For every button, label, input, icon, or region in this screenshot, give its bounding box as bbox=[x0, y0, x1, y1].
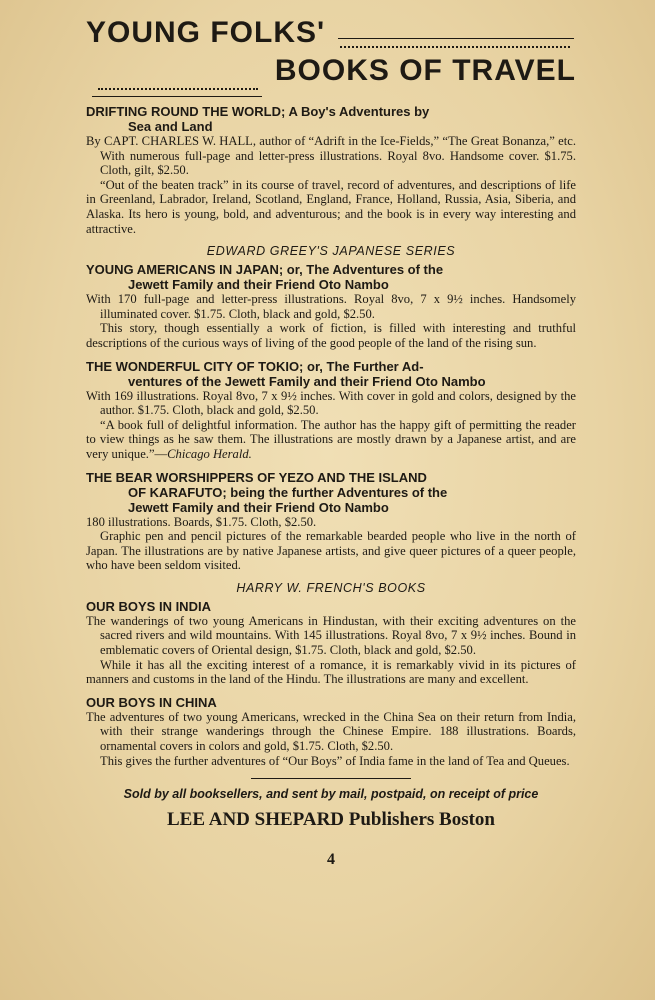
book-title-line: Sea and Land bbox=[128, 119, 213, 134]
masthead-rule bbox=[92, 96, 262, 97]
book-description: This gives the further adventures of “Our Boys” of India fame in the land of Tea and Queues. bbox=[100, 753, 570, 768]
series-heading: HARRY W. FRENCH'S BOOKS bbox=[236, 580, 426, 595]
book-title bbox=[86, 470, 576, 515]
book-description bbox=[86, 418, 576, 462]
book-details: The adventures of two young Americans, wrecked in the China Sea on their return from India, with their strange wanderings through the Chinese Empire. 188 illustrations. Boards, ornamental covers in colors and gold, $1.75. Cloth, $2.50. bbox=[86, 709, 576, 754]
masthead-line2: BOOKS OF TRAVEL bbox=[274, 54, 576, 87]
catalog-content bbox=[86, 104, 576, 869]
book-title-line: Jewett Family and their Friend Oto Nambo bbox=[128, 277, 389, 293]
book-byline: By CAPT. CHARLES W. HALL, author of “Adrift in the Ice-Fields,” “The Great Bonanza,” etc. With numerous full-page and letter-press illustrations. Royal 8vo. Handsome cover. $1.75. Cloth, gilt, $2.50. bbox=[86, 134, 576, 178]
publisher-imprint: LEE AND SHEPARD Publishers Boston bbox=[167, 809, 495, 831]
book-description: “Out of the beaten track” in its course of travel, record of adventures, and descriptions of life in Greenland, Labrador, Ireland, Scotland, England, France, Holland, Russia, Asia, Siberia, and Alaska. Its hero is young, bold, and adventurous; and the book is in every way interesting and attractive. bbox=[86, 177, 576, 236]
masthead bbox=[86, 16, 576, 88]
book-title-line: ventures of the Jewett Family and their Friend Oto Nambo bbox=[128, 373, 486, 389]
book-details: The wanderings of two young Americans in Hindustan, with their exciting adventures on the sacred rivers and wild mountains. With 145 illustrations. Royal 8vo, 7 x 9½ inches. Bound in emblematic covers of Oriental design, $1.75. Cloth, black and gold, $2.50. bbox=[86, 613, 576, 658]
book-title-line: OF KARAFUTO; being the further Adventures of the bbox=[128, 484, 448, 500]
masthead-line1: YOUNG FOLKS' bbox=[86, 16, 326, 49]
masthead-dot-leader bbox=[340, 46, 570, 48]
masthead-rule bbox=[338, 38, 574, 39]
masthead-dot-leader bbox=[98, 88, 258, 90]
book-title bbox=[86, 599, 576, 614]
book-description: While it has all the exciting interest of a romance, it is remarkably vivid in its pictures of manners and customs in the land of the Hindu. The illustrations are many and excellent. bbox=[86, 657, 576, 687]
series-heading: EDWARD GREEY'S JAPANESE SERIES bbox=[206, 244, 456, 259]
book-title-line: OUR BOYS IN CHINA bbox=[86, 694, 217, 710]
page-number: 4 bbox=[327, 851, 335, 869]
book-title-line: DRIFTING ROUND THE WORLD; A Boy's Adventures by bbox=[86, 104, 430, 119]
book-title-line: THE BEAR WORSHIPPERS OF YEZO AND THE ISLAND bbox=[86, 469, 427, 485]
book-title bbox=[86, 695, 576, 710]
quote-source: Chicago Herald. bbox=[167, 446, 252, 461]
book-title bbox=[86, 104, 576, 134]
book-title-line: OUR BOYS IN INDIA bbox=[86, 598, 211, 614]
book-title bbox=[86, 262, 576, 292]
quote-text: “A book full of delightful information. The author has the happy gift of permitting the reader to view things as he saw them. The illustrations are mostly drawn by a Japanese artist, and are very unique.”— bbox=[86, 417, 576, 461]
book-title-line: THE WONDERFUL CITY OF TOKIO; or, The Further Ad- bbox=[86, 358, 424, 374]
book-description: Graphic pen and pencil pictures of the remarkable bearded people who live in the north of Japan. The illustrations are by native Japanese artists, and give queer pictures of a queer people, who have been seldom visited. bbox=[86, 529, 576, 573]
book-description: This story, though essentially a work of fiction, is filled with interesting and truthful descriptions of the curious ways of living of the good people of the land of the rising sun. bbox=[86, 321, 576, 350]
book-details: With 169 illustrations. Royal 8vo, 7 x 9½ inches. With cover in gold and colors, designed by the author. $1.75. Cloth, black and gold, $2.50. bbox=[86, 388, 576, 418]
book-details: With 170 full-page and letter-press illustrations. Royal 8vo, 7 x 9½ inches. Handsomely illuminated cover. $1.75. Cloth, black and gold, $2.50. bbox=[86, 292, 576, 321]
book-details: 180 illustrations. Boards, $1.75. Cloth, $2.50. bbox=[86, 514, 317, 529]
sales-note: Sold by all booksellers, and sent by mail, postpaid, on receipt of price bbox=[123, 787, 539, 802]
book-title-line: Jewett Family and their Friend Oto Nambo bbox=[128, 499, 389, 515]
divider bbox=[251, 778, 411, 779]
book-title-line: YOUNG AMERICANS IN JAPAN; or, The Adventures of the bbox=[86, 262, 444, 278]
book-title bbox=[86, 359, 576, 389]
